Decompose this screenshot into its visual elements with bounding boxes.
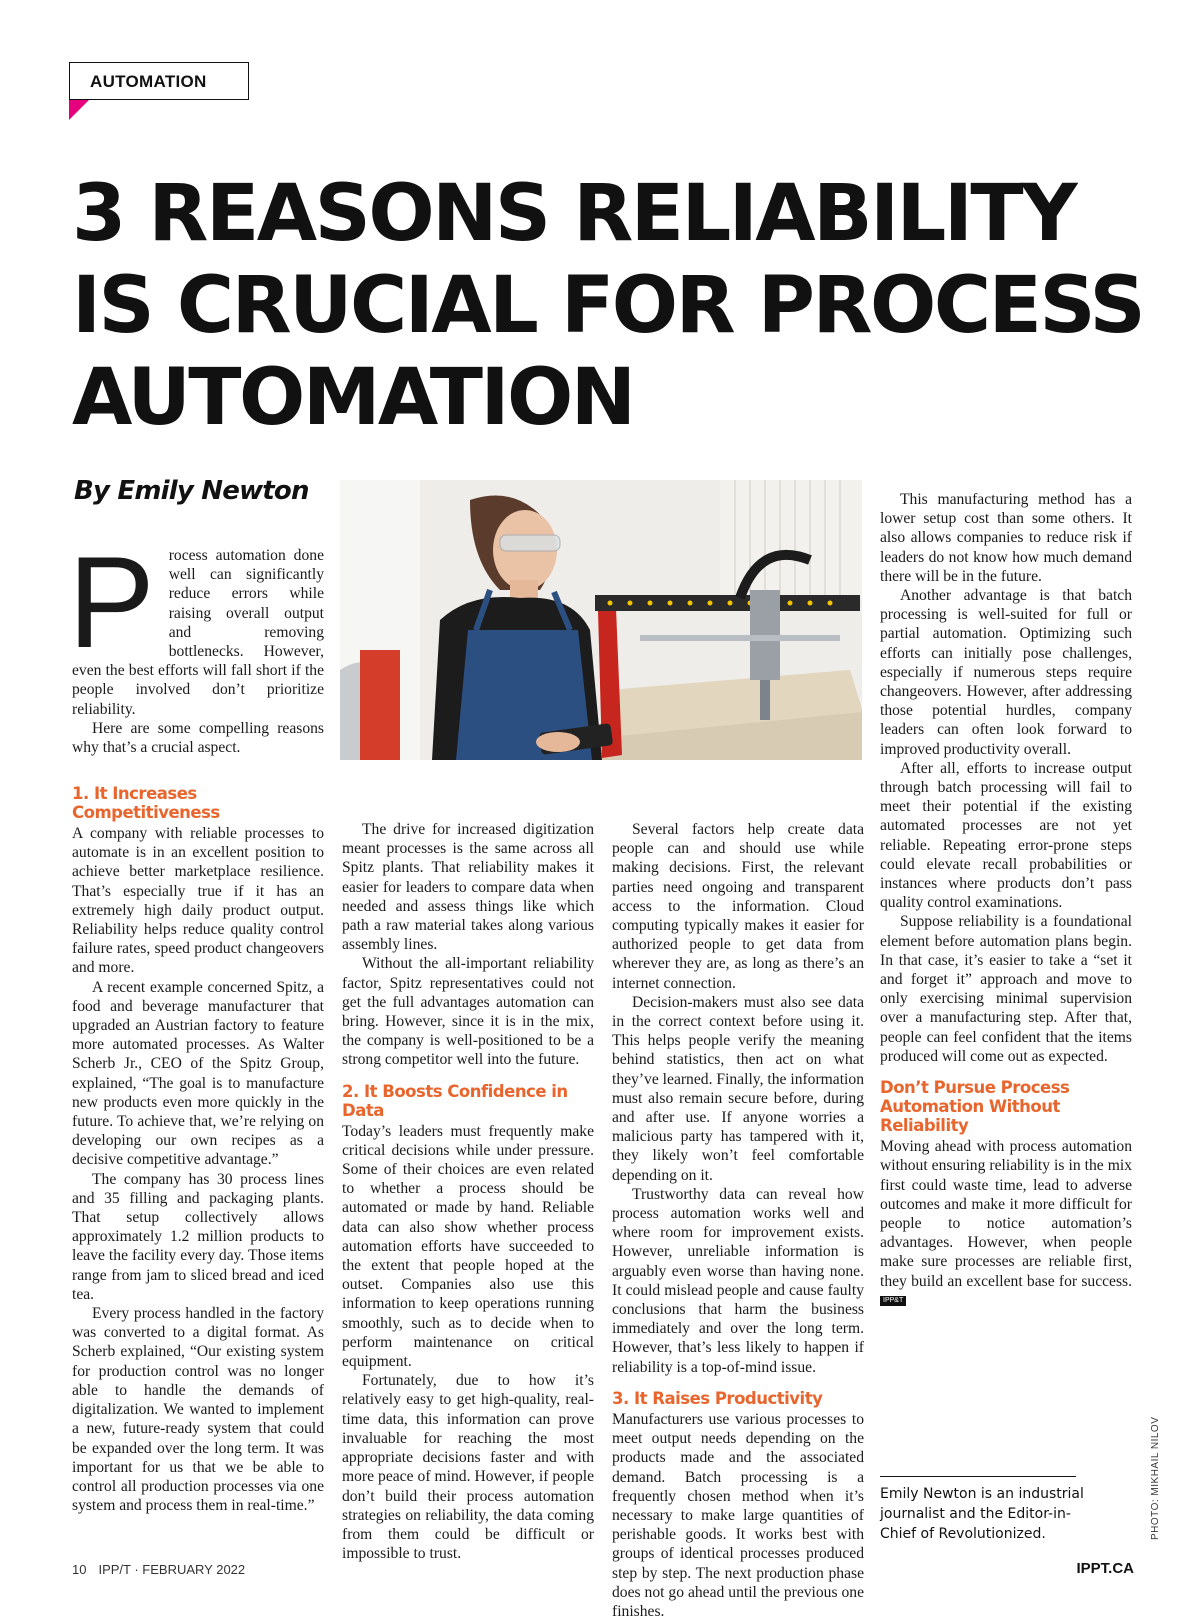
section-3-paragraph: Suppose reliability is a foundational element before automation plans begin. In that case, it’s easier to take a “set it and forget it” approach and move to only exercising minimal supervision over a manufacturing step. After that, people can feel confident that the items produced will come out as expected. bbox=[880, 913, 1132, 1065]
section-3-paragraph: This manufacturing method has a lower setup cost than some others. It also allows companies to reduce risk if leaders do not know how much demand there will be in the future. bbox=[880, 491, 1132, 585]
section-2-heading: 2. It Boosts Confidence in Data bbox=[342, 1081, 568, 1120]
section-3-heading: 3. It Raises Productivity bbox=[612, 1388, 823, 1408]
issue-label: IPP/T · FEBRUARY 2022 bbox=[98, 1562, 246, 1577]
section-1-column bbox=[72, 772, 324, 1515]
section-1-paragraph: Every process handled in the factory was converted to a digital format. As Scherb explained, “Our existing system for production control was no longer able to handle the demands of digitalization. We wanted to implement a new, future-ready system that could be expanded over the long term. It was important for us that we be able to control all production processes via one system and process them in real-time.” bbox=[72, 1305, 324, 1515]
section-tag bbox=[69, 62, 249, 100]
tag-corner-accent bbox=[69, 100, 89, 120]
section-1-paragraph: A recent example concerned Spitz, a food and beverage manufacturer that upgraded an Austrian factory to feature more automated processes. As Walter Scherb Jr., CEO of the Spitz Group, explained, “The goal is to manufacture new products even more quickly in the future. To achieve that, we’re relying on developing our own recipes as a decisive competitive advantage.” bbox=[72, 978, 324, 1169]
drop-cap: P bbox=[68, 529, 155, 675]
section-2-paragraph: Fortunately, due to how it’s relatively easy to get high-quality, real-time data, this information can prove invaluable for reaching the most appropriate decisions faster and with more peace of mind. However, if people don’t build their process automation strategies on reliability, the data coming from them could be difficult or impossible to trust. bbox=[342, 1372, 594, 1563]
section-3-paragraph: Manufacturers use various processes to meet output needs depending on the products made and the associated demand. Batch processing is a frequently chosen method when it’s necessary to make large quantities of perishable goods. It works best with groups of identical processes produced step by step. The next production phase does not go ahead until the previous one finishes. bbox=[612, 1410, 864, 1620]
section-3-paragraph: Another advantage is that batch processing is well-suited for full or partial automation. Optimizing such efforts can initially pose challenges, especially if numerous steps require changeovers. However, after addressing those potential hurdles, company leaders can often look forward to improved productivity overall. bbox=[880, 587, 1132, 758]
photo-credit: PHOTO: MIKHAIL NILOV bbox=[1150, 1416, 1161, 1540]
section-2-paragraph: Trustworthy data can reveal how process automation works well and where room for improvement exists. However, unreliable information is arguably even worse than having none. It could mislead people and cause faulty conclusions that harm the business immediately and over the long term. However, that’s less likely to happen if reliability is a top-of-mind issue. bbox=[612, 1185, 864, 1376]
section-3-paragraph: After all, efforts to increase output through batch processing will fail to meet their potential if the existing automated processes are not yet reliable. Repeating error-prone steps could elevate recall probabilities or instances where products don’t pass quality control examinations. bbox=[880, 759, 1132, 912]
section-1-paragraph: A company with reliable processes to automate is in an excellent position to achieve better marketplace resilience. That’s especially true if it has an extremely high daily product output. Reliability helps reduce quality control failure rates, speed product changeovers and more. bbox=[72, 825, 324, 977]
column-2 bbox=[342, 820, 594, 1563]
intro-paragraph-1-text: rocess automation done well can significantly reduce errors while raising overall output and removing bottlenecks. However, even the best efforts will fall short if the people involved don’t prioritize reliability. bbox=[72, 547, 324, 718]
end-mark-badge: IPP&T bbox=[880, 1296, 906, 1306]
section-1-paragraph: The company has 30 process lines and 35 filling and packaging plants. That setup collectively allows approximately 1.2 million products to leave the facility every day. Those items range from jam to sliced bread and iced tea. bbox=[72, 1170, 324, 1303]
page-number: 10 bbox=[72, 1562, 87, 1577]
section-1-paragraph: The drive for increased digitization meant processes is the same across all Spitz plants. That reliability makes it easier for leaders to compare data when needed and assess things like which path a raw material takes along various assembly lines. bbox=[342, 821, 594, 954]
headline: 3 REASONS RELIABILITY IS CRUCIAL FOR PROCESS AUTOMATION bbox=[72, 169, 1144, 443]
website-url[interactable]: IPPT.CA bbox=[1076, 1560, 1134, 1577]
section-4-heading: Don’t Pursue Process Automation Without Reliability bbox=[880, 1078, 1070, 1136]
intro-paragraph-1 bbox=[68, 529, 324, 719]
column-4 bbox=[880, 490, 1132, 1310]
column-3 bbox=[612, 820, 864, 1621]
worker-with-cnc-machine-illustration bbox=[340, 480, 862, 760]
section-1-paragraph: Without the all-important reliability factor, Spitz representatives could not get the full advantages automation can bring. However, since it is in the mix, the company is well-positioned to be a strong competitor well into the future. bbox=[342, 955, 594, 1069]
author-bio: Emily Newton is an industrial journalist and the Editor-in-Chief of Revolutionized. bbox=[880, 1486, 1084, 1542]
section-4-paragraph bbox=[880, 1137, 1132, 1310]
section-1-heading: 1. It Increases Competitiveness bbox=[72, 784, 220, 822]
byline: By Emily Newton bbox=[74, 476, 309, 506]
intro-column bbox=[68, 529, 324, 757]
section-tag-label: AUTOMATION bbox=[90, 72, 207, 91]
intro-paragraph-2: Here are some compelling reasons why that’s a crucial aspect. bbox=[72, 719, 324, 757]
section-2-paragraph: Today’s leaders must frequently make critical decisions while under pressure. Some of their choices are even related to whether a process should be automated or made by hand. Reliable data can also show whether process automation efforts have succeeded to the extent that people hoped at the outset. Companies also use this information to keep operations running smoothly, such as to decide when to perform maintenance on critical equipment. bbox=[342, 1122, 594, 1371]
section-4-paragraph-text: Moving ahead with process automation without ensuring reliability is in the mix first could waste time, lead to adverse outcomes and make it more difficult for people to notice automation’s advantages. However, when people make sure processes are reliable first, they build an excellent base for success. bbox=[880, 1138, 1132, 1290]
section-2-paragraph: Several factors help create data people can and should use while making decisions. First, the relevant parties need ongoing and transparent access to the information. Cloud computing typically makes it easier for authorized people to get data from wherever they are, as long as there’s an internet connection. bbox=[612, 821, 864, 992]
bio-divider bbox=[880, 1476, 1076, 1477]
article-photo bbox=[340, 480, 862, 760]
section-2-paragraph: Decision-makers must also see data in the correct context before using it. This helps people verify the meaning behind statistics, then act on what they’ve learned. Finally, the information must also remain secure before, during and after use. If anyone worries a malicious party has tampered with it, they likely won’t feel comfortable depending on it. bbox=[612, 993, 864, 1184]
page-footer bbox=[72, 1562, 245, 1577]
